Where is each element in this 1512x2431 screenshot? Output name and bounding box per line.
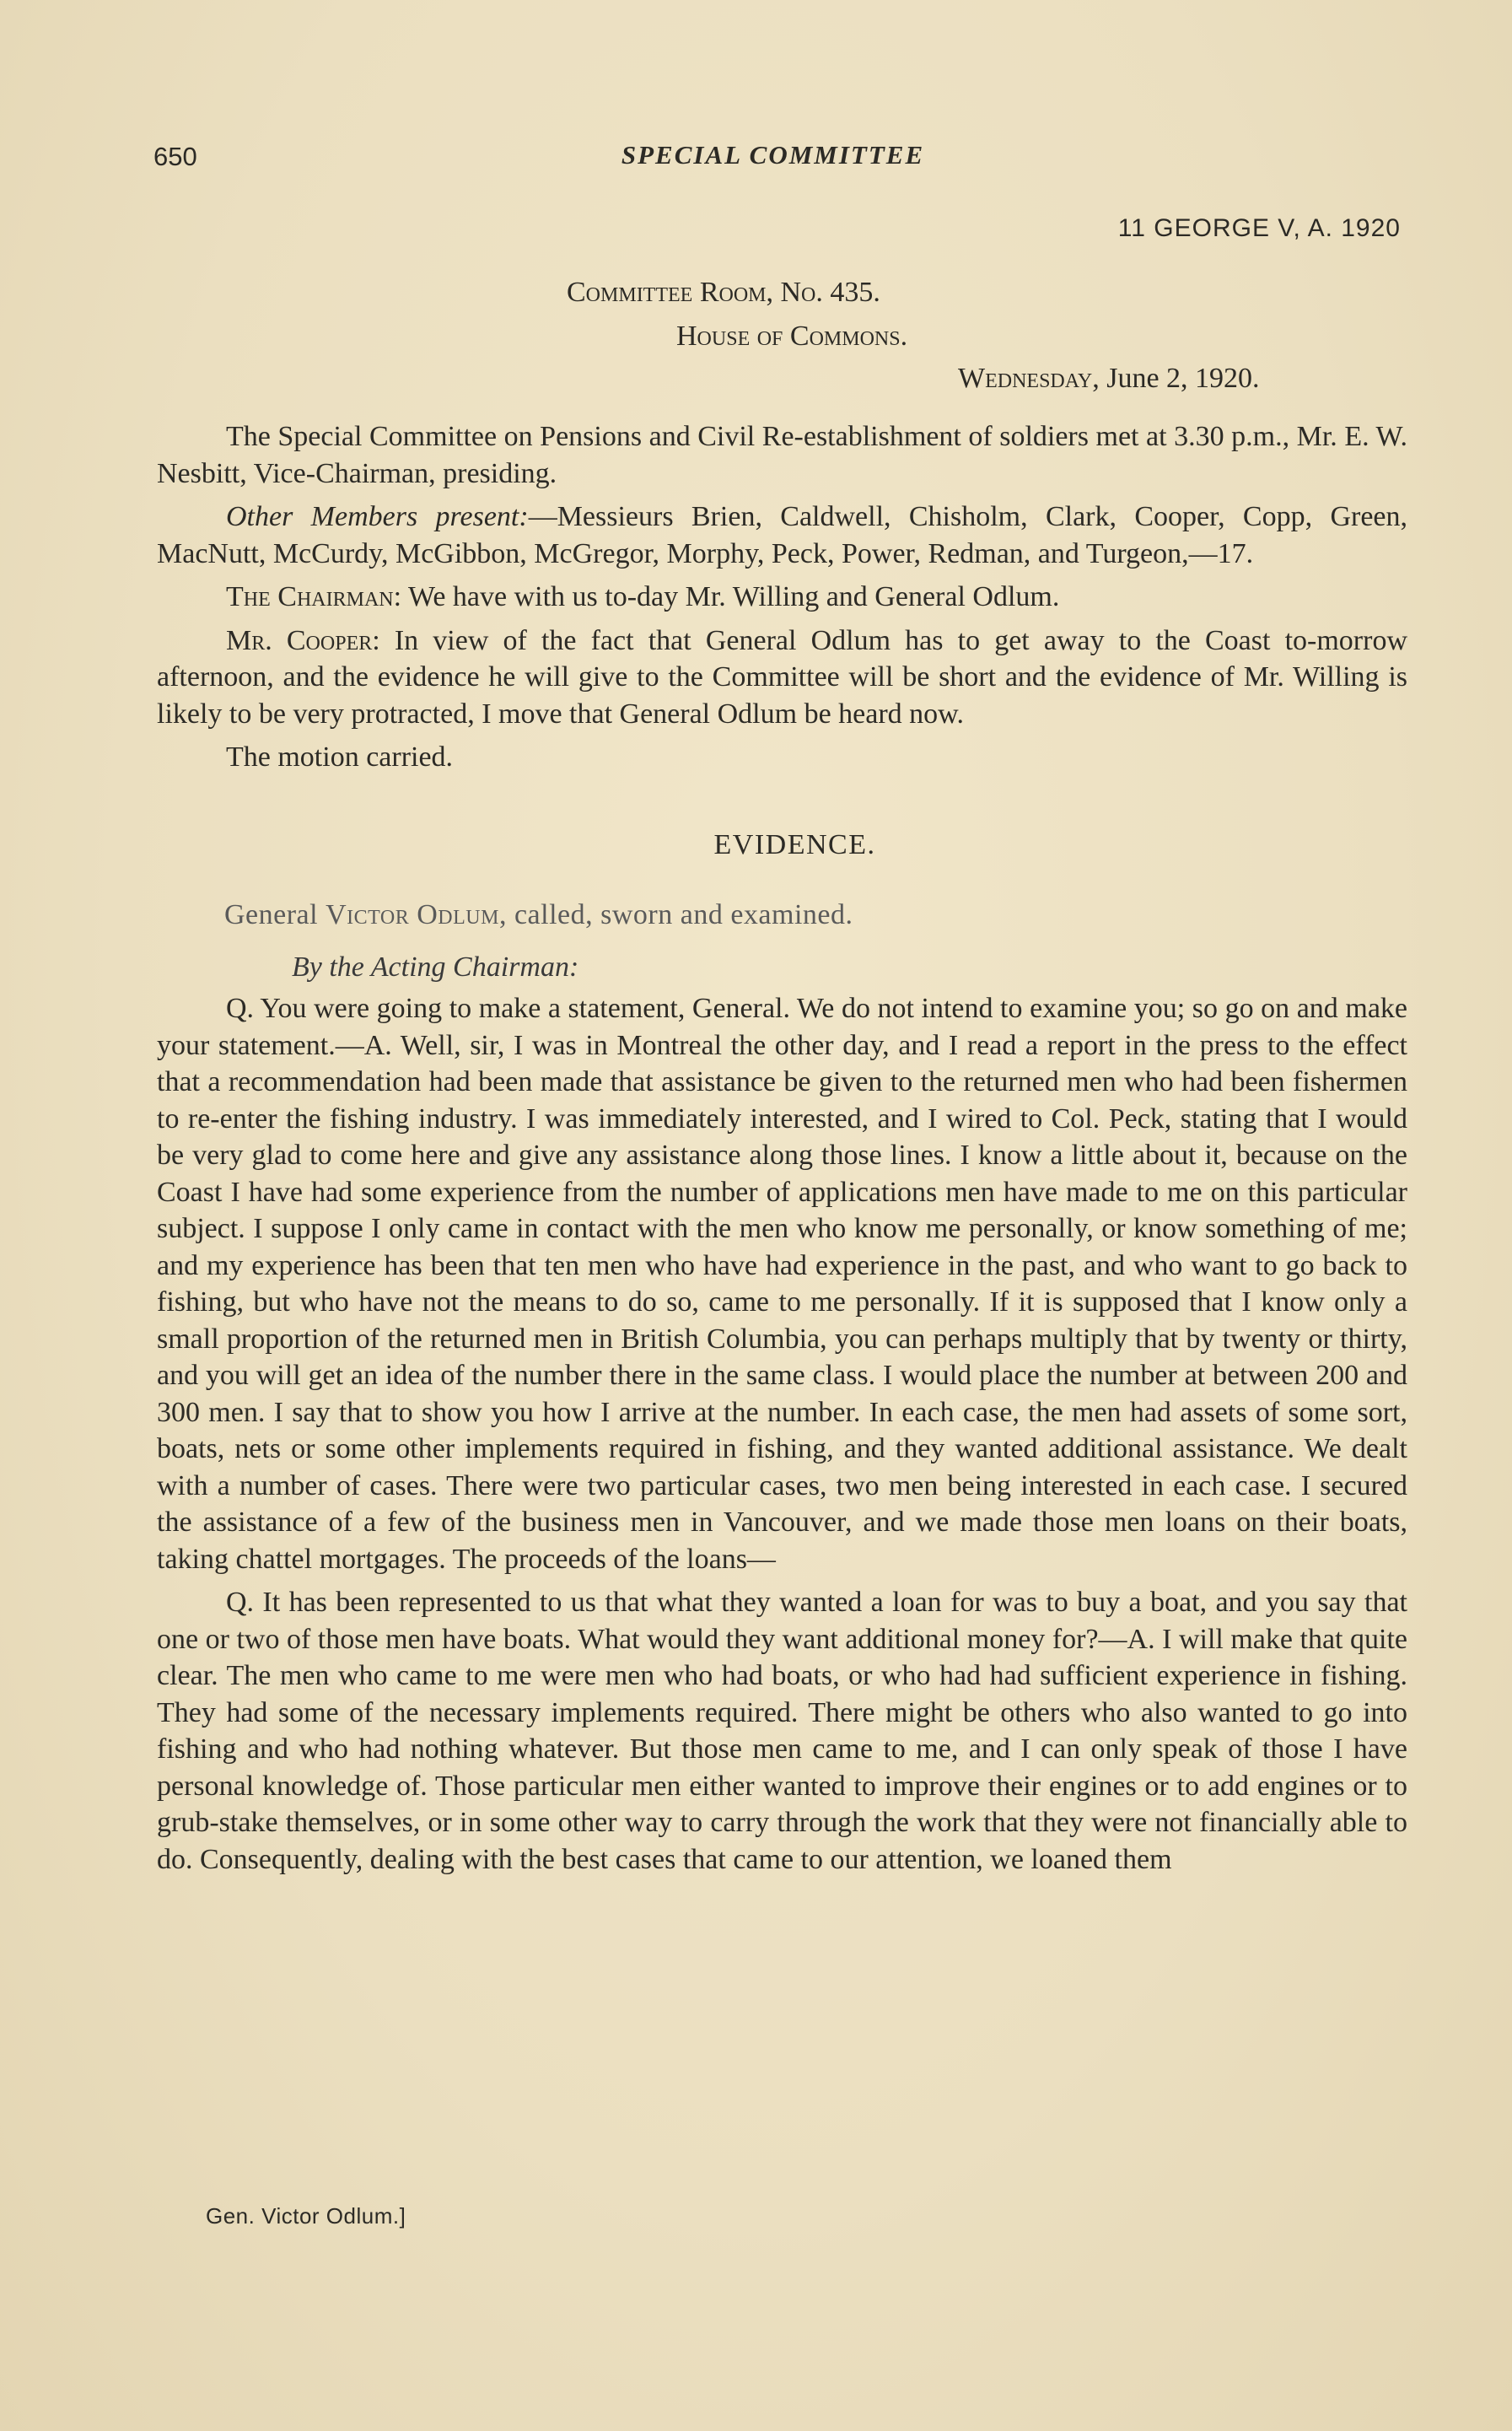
evidence-heading: EVIDENCE. — [713, 828, 876, 860]
members-paragraph — [157, 499, 1407, 572]
chairman-text: We have with us to-day Mr. Willing and General Odlum. — [401, 581, 1060, 612]
witness-line — [224, 897, 1407, 934]
page-number: 650 — [153, 142, 197, 171]
motion-paragraph: The motion carried. — [226, 741, 454, 773]
chairman-label: The Chairman: — [226, 581, 402, 612]
testimony-paragraph-2: Q. It has been represented to us that what they wanted a loan for was to buy a boat, and you say that one or two of those men have boats. What would they want additional money for?—A. I will make that quite clear. The men who came to me were men who had boats, or who had had sufficient experience in fishing. They had some of the necessary implements required. There might be others who also wanted to go into fishing and who had nothing whatever. But those men came to me, and I can only speak of those I have personal knowledge of. Those particular men either wanted to improve their engines or to add engines or to grub-stake themselves, or in some other way to carry through the work that they were not financially able to do. Consequently, dealing with the best cases that came to our attention, we loaned them — [157, 1587, 1407, 1875]
cooper-label: Mr. Cooper: — [226, 624, 380, 656]
cooper-text: In view of the fact that General Odlum has to get away to the Coast to-morrow afternoon, and the evidence he will give to the Committee will be short and the evidence of Mr. Willing is likely to be very protracted, I move that General Odlum be heard now. — [157, 624, 1407, 730]
date-text: June 2, 1920. — [1106, 363, 1260, 394]
opening-paragraph: The Special Committee on Pensions and Civil Re-establishment of soldiers met at 3.30 p.m., Mr. E. W. Nesbitt, Vice-Chairman, presiding. — [157, 421, 1407, 489]
members-list: —Messieurs Brien, Caldwell, Chisholm, Clark, Cooper, Copp, Green, MacNutt, McCurdy, McGibbon, McGregor, Morphy, Peck, Power, Redman, and Turgeon,—17. — [157, 501, 1407, 569]
witness-suffix: , called, sworn and examined. — [498, 899, 853, 930]
cooper-paragraph — [157, 623, 1407, 733]
members-label: Other Members present: — [226, 501, 529, 532]
committee-room: Committee Room, No. 435. — [567, 277, 880, 308]
running-title: SPECIAL COMMITTEE — [621, 140, 925, 170]
examiner-line: By the Acting Chairman: — [292, 951, 579, 983]
session-label: 11 GEORGE V, A. 1920 — [1117, 214, 1401, 242]
day-name: Wednesday, — [958, 363, 1100, 394]
house-name: House of Commons. — [676, 321, 908, 352]
chairman-paragraph — [157, 579, 1407, 616]
testimony-paragraph-1: Q. You were going to make a statement, General. We do not intend to examine you; so go on and make your statement.—A. Well, sir, I was in Montreal the other day, and I read a report in the press to the effect that a recommendation had been made that assistance be given to the returned men who had been fishermen to re-enter the fishing industry. I was immediately interested, and I wired to Col. Peck, stating that I would be very glad to come here and give any assistance along those lines. I know a little about it, because on the Coast I have had some experience from the number of applications men have made to me on this particular subject. I suppose I only came in contact with the men who know me personally, or know something of me; and my experience has been that ten men who have had experience in the past, and who want to go back to fishing, but who have not the means to do so, came to me personally. If it is supposed that I know only a small proportion of the returned men in British Columbia, you can perhaps multiply that by twenty or thirty, and you will get an idea of the number there in the same class. I would place the number at between 200 and 300 men. I say that to show you how I arrive at the number. In each case, the men had assets of some sort, boats, nets or some other implements required in fishing, and they wanted additional assistance. We dealt with a number of cases. There were two particular cases, two men being interested in each case. I secured the assistance of a few of the business men in Vancouver, and we made those men loans on their boats, taking chattel mortgages. The proceeds of the loans— — [157, 993, 1407, 1575]
witness-name: Victor Odlum — [326, 899, 499, 930]
meeting-date — [958, 363, 1260, 395]
footer-speaker: Gen. Victor Odlum.] — [206, 2203, 406, 2229]
document-body — [157, 418, 1407, 1884]
witness-prefix: General — [224, 899, 326, 930]
